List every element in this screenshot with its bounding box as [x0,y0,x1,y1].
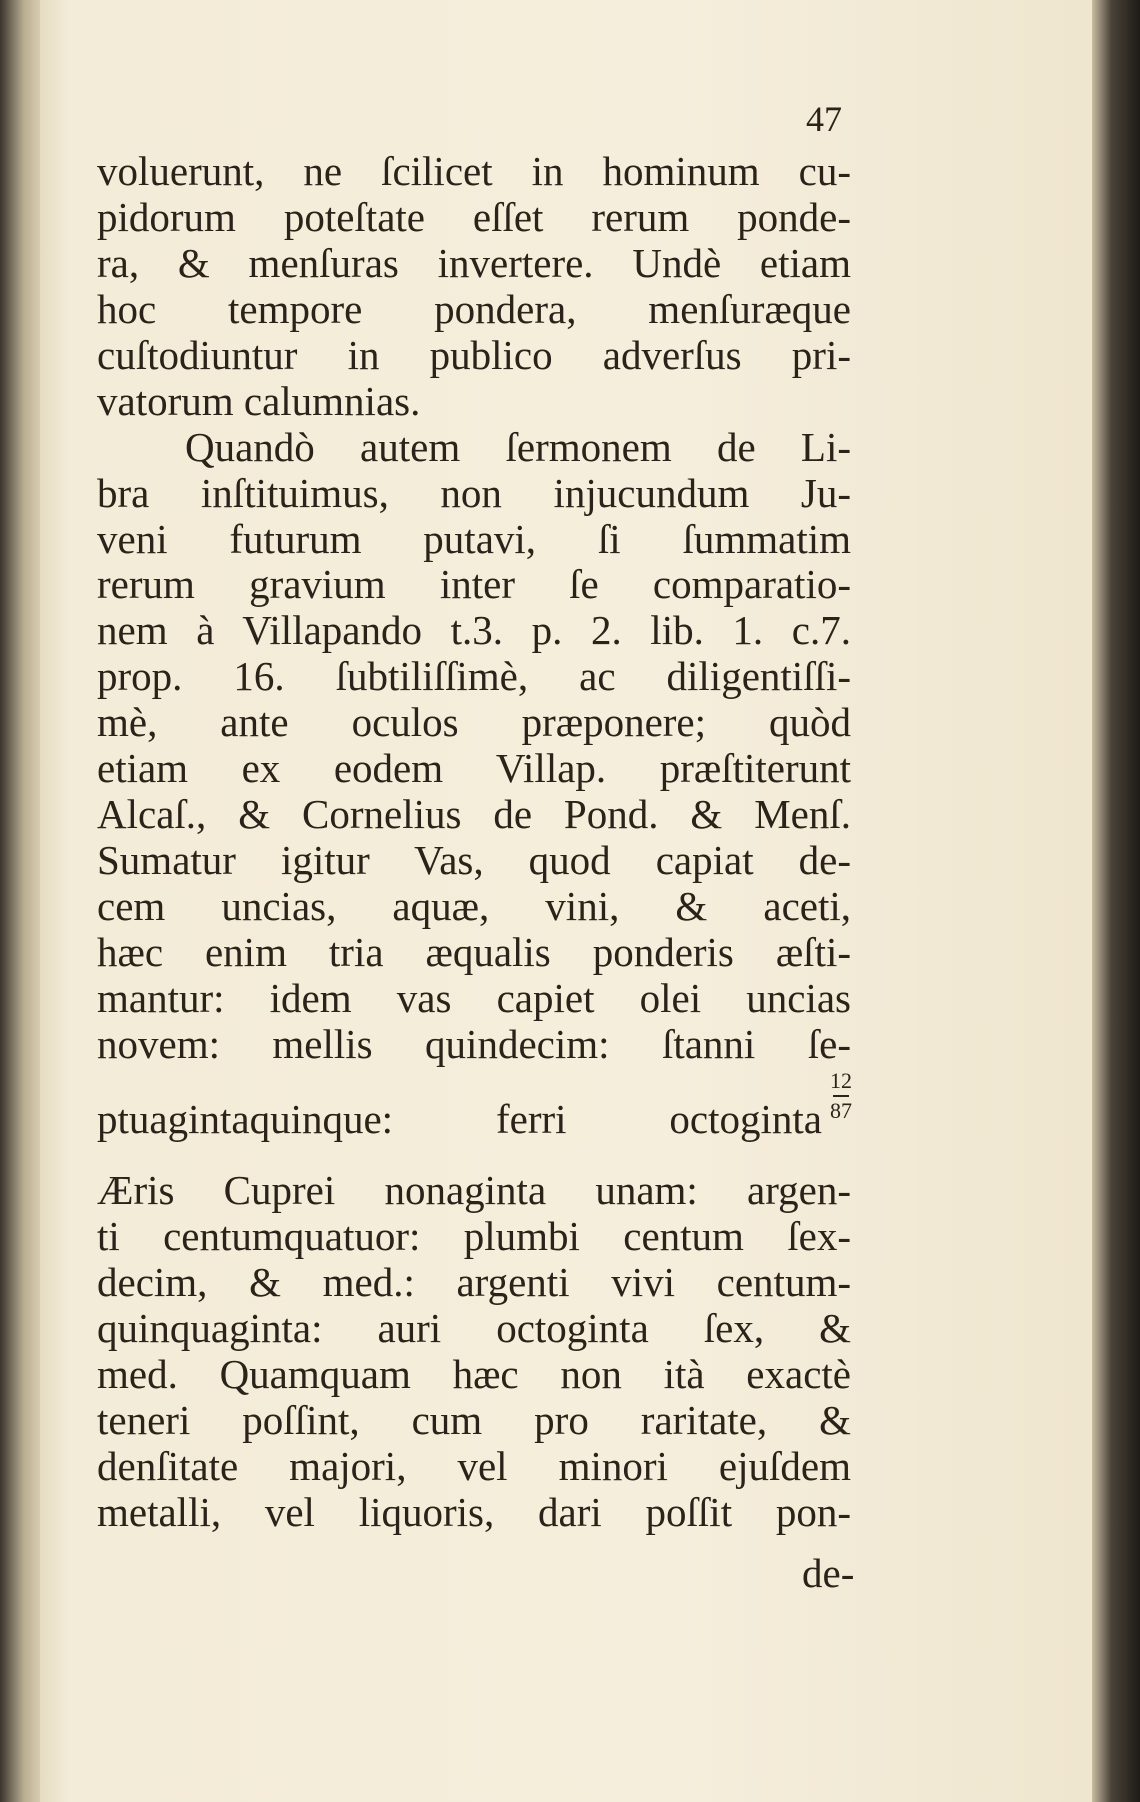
text-line: etiam ex eodem Villap. præſtiterunt [97,745,851,792]
text-line: mantur: idem vas capiet olei uncias [97,975,851,1022]
fraction-numerator: 12 [830,1067,852,1093]
text-line: hoc tempore pondera, menſuræque [97,285,851,332]
book-gutter [0,0,40,1802]
text-line: de- [802,1549,855,1596]
text-line: rerum gravium inter ſe comparatio- [97,561,851,608]
page-number: 47 [806,99,842,139]
text-line: hæc enim tria æqualis ponderis æſti- [97,929,851,976]
text-line: cuſtodiuntur in publico adverſus pri- [97,331,851,378]
text-line: veni futurum putavi, ſi ſummatim [97,515,851,562]
fraction-denominator: 87 [830,1097,852,1123]
text-line: Alcaſ., & Cornelius de Pond. & Menſ. [97,791,851,838]
text-line: metalli, vel liquoris, dari poſſit pon- [97,1488,851,1535]
text-line: teneri poſſint, cum pro raritate, & [97,1396,851,1443]
text-line: novem: mellis quindecim: ſtanni ſe- [97,1021,851,1068]
text-line: decim, & med.: argenti vivi centum- [97,1258,851,1305]
page-edge [1092,0,1140,1802]
text-line: denſitate majori, vel minori ejuſdem [97,1442,851,1489]
text-line: ptuagintaquinque: ferri octoginta [97,1095,822,1142]
text-line: Æris Cuprei nonaginta unam: argen- [97,1167,851,1213]
text-line: voluerunt, ne ſcilicet in hominum cu- [97,147,851,194]
text-line: med. Quamquam hæc non ità exactè [97,1350,851,1397]
text-line: cem uncias, aquæ, vini, & aceti, [97,883,851,930]
fraction [830,1067,852,1123]
text-line: quinquaginta: auri octoginta ſex, & [97,1304,851,1351]
text-line: pidorum poteſtate eſſet rerum ponde- [97,193,851,240]
text-line: Quandò autem ſermonem de Li- [185,423,851,470]
text-line: mè, ante oculos præponere; quòd [97,699,851,746]
text-line: bra inſtituimus, non injucundum Ju- [97,469,851,516]
text-line: ti centumquatuor: plumbi centum ſex- [97,1212,851,1259]
text-line: prop. 16. ſubtiliſſimè, ac diligentiſſi- [97,653,851,700]
fraction-bar [833,1095,849,1097]
text-line: ra, & menſuras invertere. Undè etiam [97,239,851,286]
text-line: Sumatur igitur Vas, quod capiat de- [97,837,851,884]
text-line: vatorum calumnias. [97,377,421,424]
text-line: nem à Villapando t.3. p. 2. lib. 1. c.7. [97,607,851,654]
